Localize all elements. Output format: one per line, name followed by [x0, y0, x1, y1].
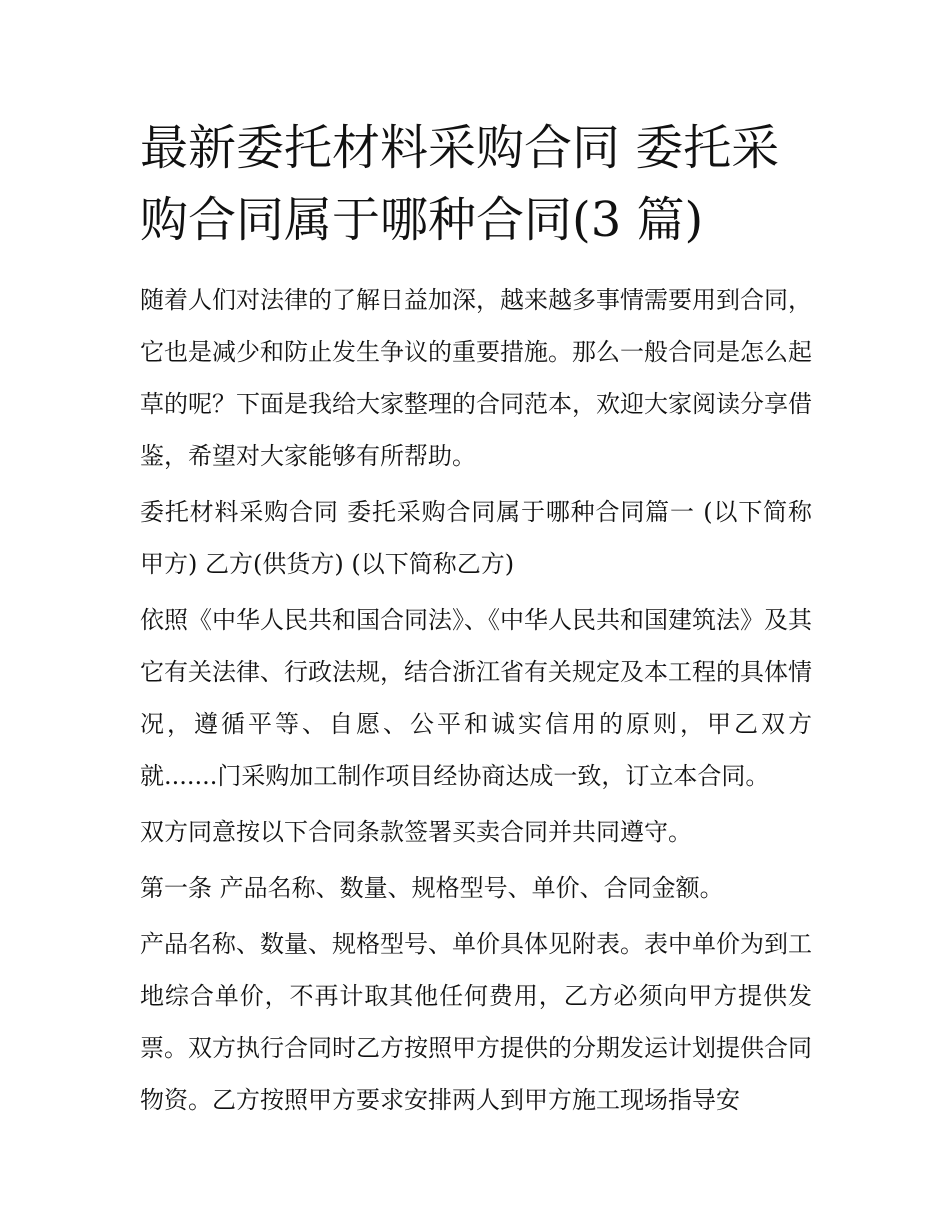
- paragraph-article-one: 第一条 产品名称、数量、规格型号、单价、合同金额。: [140, 874, 724, 902]
- document-body: [140, 274, 812, 1130]
- document-title: 最新委托材料采购合同 委托采购合同属于哪种合同(3 篇): [140, 120, 780, 248]
- paragraph-article-one-detail: 产品名称、数量、规格型号、单价具体见附表。表中单价为到工地综合单价，不再计取其他任何费用，乙方必须向甲方提供发票。双方执行合同时乙方按照甲方提供的分期发运计划提供合同物资。乙方按照甲方要求安排两人到甲方施工现场指导安: [140, 930, 812, 1114]
- paragraph-intro: 随着人们对法律的了解日益加深，越来越多事情需要用到合同，它也是减少和防止发生争议的重要措施。那么一般合同是怎么起草的呢？下面是我给大家整理的合同范本，欢迎大家阅读分享借鉴，希望对大家能够有所帮助。: [140, 286, 812, 470]
- paragraph-parties: 委托材料采购合同 委托采购合同属于哪种合同篇一 (以下简称甲方) 乙方(供货方) (以下简称乙方): [140, 498, 812, 578]
- paragraph-agreement: 双方同意按以下合同条款签署买卖合同并共同遵守。: [140, 818, 692, 846]
- paragraph-basis: 依照《中华人民共和国合同法》、《中华人民共和国建筑法》及其它有关法律、行政法规，结合浙江省有关规定及本工程的具体情况，遵循平等、自愿、公平和诚实信用的原则，甲乙双方就.......门采购加工制作项目经协商达成一致，订立本合同。: [140, 606, 812, 790]
